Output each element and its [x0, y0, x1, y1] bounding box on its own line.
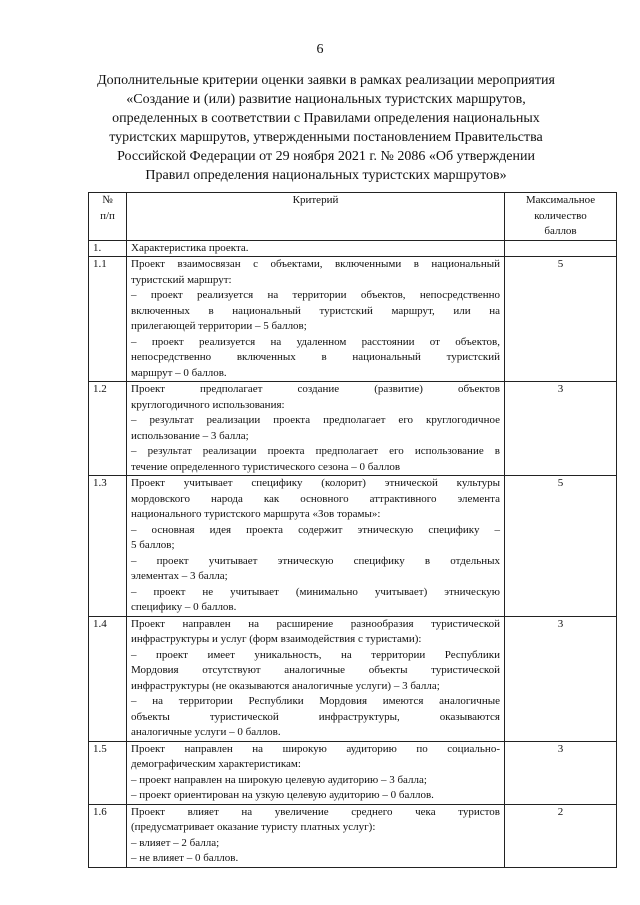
criterion-line: – основная идея проекта содержит этническую специфику –: [131, 523, 500, 536]
criterion-line: течение определенного туристического сезона – 0 баллов: [131, 460, 401, 473]
criterion-line: элементах – 3 балла;: [131, 570, 228, 582]
criterion-line: аналогичные услуги – 0 баллов.: [131, 726, 281, 738]
row-number: 1.2: [89, 382, 127, 476]
row-number: 1.3: [89, 476, 127, 617]
criterion-line: – проект имеет уникальность, на территории Республики: [131, 648, 500, 661]
table-body: [89, 240, 617, 867]
header-max-line: баллов: [544, 225, 577, 237]
table-row: [89, 616, 617, 741]
criterion-line: маршрут – 0 баллов.: [131, 366, 227, 379]
table-row: [89, 257, 617, 382]
row-max-score: 3: [505, 382, 617, 476]
criteria-table: [88, 192, 617, 868]
criterion-line: национального туристского маршрута «Зов торамы»:: [131, 508, 381, 520]
criterion-line: туристский маршрут:: [131, 273, 232, 286]
row-max-score: 3: [505, 741, 617, 804]
criterion-line: Мордовия отсутствуют аналогичные объекты туристической: [131, 664, 500, 676]
table-row: [89, 382, 617, 476]
criterion-line: – не влияет – 0 баллов.: [131, 852, 239, 864]
criterion-line: прилегающей территории – 5 баллов;: [131, 320, 307, 332]
criterion-line: – проект не учитывает (минимально учитывает) этническую: [131, 585, 500, 598]
criterion-line: мордовского народа как основного аттрактивного элемента: [131, 492, 500, 505]
row-criterion: [127, 476, 505, 617]
criterion-line: – влияет – 2 балла;: [131, 836, 220, 849]
criterion-line: объекты туристической инфраструктуры, оказываются: [131, 710, 500, 723]
criterion-line: 5 баллов;: [131, 539, 175, 551]
row-criterion: [127, 804, 505, 867]
criterion-line: специфику – 0 баллов.: [131, 601, 237, 613]
table-row: [89, 804, 617, 867]
row-max-score: 3: [505, 616, 617, 741]
criterion-line: – проект реализуется на территории объектов, непосредственно: [131, 289, 500, 301]
row-max-score: [505, 240, 617, 257]
criterion-line: Проект направлен на широкую аудиторию по социально-: [131, 742, 500, 755]
row-criterion: [127, 240, 505, 257]
criterion-line: – на территории Республики Мордовия имеются аналогичные: [131, 695, 500, 707]
criterion-line: Проект взаимосвязан с объектами, включенными в национальный: [131, 258, 500, 270]
header-number-line: №: [102, 194, 113, 206]
table-row: [89, 741, 617, 804]
row-criterion: [127, 382, 505, 476]
criterion-line: – результат реализации проекта предполагает его использование в: [131, 445, 500, 457]
title-line: определенных в соответствии с Правилами определения национальных: [112, 111, 540, 126]
row-max-score: 2: [505, 804, 617, 867]
row-number: 1.: [89, 240, 127, 257]
criterion-line: Характеристика проекта.: [131, 241, 249, 254]
row-number: 1.6: [89, 804, 127, 867]
header-number: [89, 193, 127, 241]
row-number: 1.4: [89, 616, 127, 741]
row-max-score: 5: [505, 476, 617, 617]
criterion-line: непосредственно включенных в национальный туристский: [131, 351, 500, 363]
criterion-line: Проект учитывает специфику (колорит) этнической культуры: [131, 477, 500, 489]
criterion-line: Проект направлен на расширение разнообразия туристической: [131, 617, 500, 630]
row-number: 1.1: [89, 257, 127, 382]
title-line: туристских маршрутов, утвержденными постановлением Правительства: [109, 130, 543, 145]
criterion-line: – проект направлен на широкую целевую аудиторию – 3 балла;: [131, 773, 427, 786]
row-max-score: 5: [505, 257, 617, 382]
criterion-line: – проект учитывает этническую специфику в отдельных: [131, 554, 500, 567]
header-max-score: [505, 193, 617, 241]
criterion-line: круглогодичного использования:: [131, 398, 285, 411]
title-line: Российской Федерации от 29 ноября 2021 г. № 2086 «Об утверждении: [117, 149, 535, 164]
row-criterion: [127, 257, 505, 382]
table-row: [89, 240, 617, 257]
header-criterion: Критерий: [127, 193, 505, 241]
criterion-line: – результат реализации проекта предполагает его круглогодичное: [131, 414, 500, 426]
title-line: Дополнительные критерии оценки заявки в рамках реализации мероприятия: [97, 73, 555, 88]
criterion-line: инфраструктуры и услуг (форм взаимодействия с туристами):: [131, 633, 422, 645]
row-criterion: [127, 616, 505, 741]
table-row: [89, 476, 617, 617]
criterion-line: Проект предполагает создание (развитие) объектов: [131, 383, 500, 395]
criterion-line: использование – 3 балла;: [131, 429, 249, 442]
page-number: 6: [316, 42, 324, 57]
row-criterion: [127, 741, 505, 804]
criterion-line: демографическим характеристикам:: [131, 758, 301, 770]
header-number-line: п/п: [100, 209, 115, 222]
criterion-line: включенных в национальный туристский маршрут, или на: [131, 304, 500, 317]
criterion-line: Проект влияет на увеличение среднего чека туристов: [131, 805, 500, 818]
title-line: «Создание и (или) развитие национальных туристских маршрутов,: [126, 92, 526, 107]
criterion-line: инфраструктуры (не оказываются аналогичные услуги) – 3 балла;: [131, 679, 440, 692]
criterion-line: (предусматривает оказание туристу платных услуг):: [131, 821, 376, 833]
document-title: [88, 71, 564, 185]
header-max-line: Максимальное: [525, 194, 596, 206]
criterion-line: – проект ориентирован на узкую целевую аудиторию – 0 баллов.: [131, 789, 434, 801]
criterion-line: – проект реализуется на удаленном расстоянии от объектов,: [131, 335, 500, 348]
header-max-line: количество: [534, 209, 587, 222]
title-line: Правил определения национальных туристских маршрутов»: [145, 168, 507, 183]
table-header-row: [89, 193, 617, 241]
row-number: 1.5: [89, 741, 127, 804]
